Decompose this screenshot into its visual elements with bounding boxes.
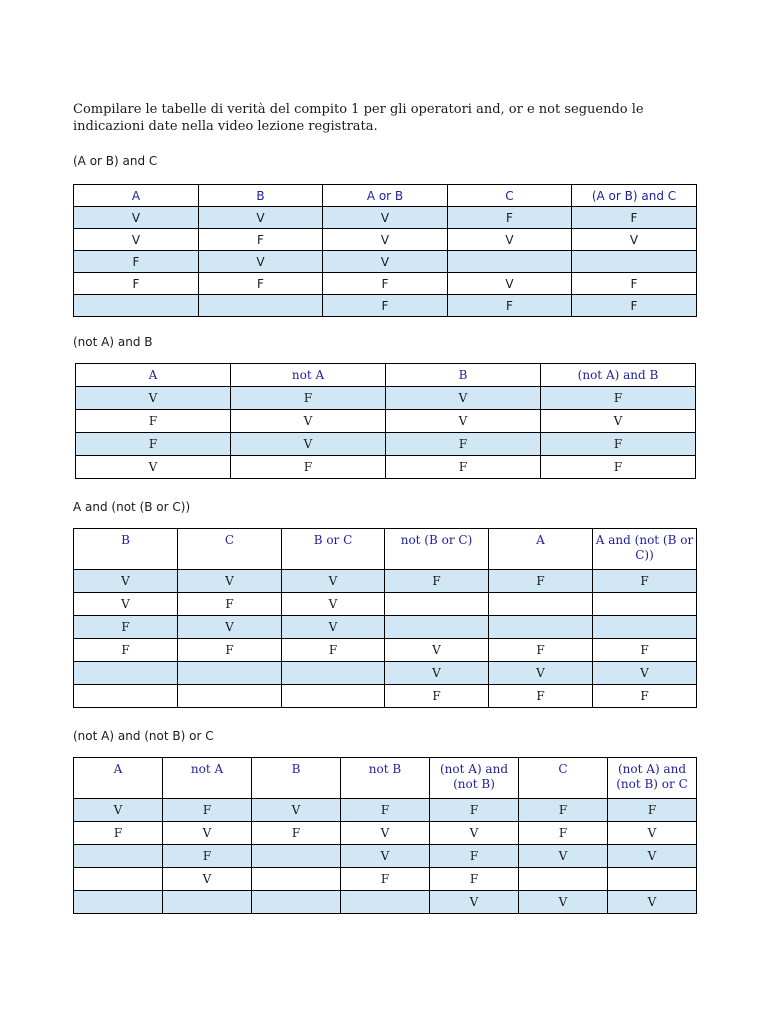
- table-cell: [608, 868, 697, 891]
- header-cell: A: [74, 185, 199, 207]
- table-cell: V: [430, 822, 519, 845]
- table-cell: [593, 616, 697, 639]
- table-row: [76, 387, 696, 410]
- header-cell: C: [448, 185, 572, 207]
- table-cell: F: [519, 799, 608, 822]
- header-cell: C: [178, 529, 282, 570]
- table-row: [74, 251, 697, 273]
- table-row: [74, 799, 697, 822]
- table-cell: F: [74, 616, 178, 639]
- header-cell: A and (not (B or C)): [593, 529, 697, 570]
- header-cell: B: [199, 185, 323, 207]
- table-cell: F: [448, 295, 572, 317]
- table-cell: F: [489, 639, 593, 662]
- header-cell: (not A) and (not B) or C: [608, 758, 697, 799]
- table-header-row: [76, 364, 696, 387]
- table-cell: V: [282, 616, 385, 639]
- header-cell: A: [74, 758, 163, 799]
- table-cell: F: [608, 799, 697, 822]
- table-row: [74, 207, 697, 229]
- table-cell: V: [341, 845, 430, 868]
- table-cell: F: [178, 639, 282, 662]
- table-cell: V: [163, 822, 252, 845]
- table-cell: V: [519, 891, 608, 914]
- table-cell: F: [430, 868, 519, 891]
- header-cell: A: [76, 364, 231, 387]
- table-row: [74, 822, 697, 845]
- table-cell: F: [430, 845, 519, 868]
- table-cell: F: [199, 273, 323, 295]
- table-cell: [199, 295, 323, 317]
- table-cell: [74, 868, 163, 891]
- table-cell: V: [178, 570, 282, 593]
- table-cell: V: [282, 570, 385, 593]
- table-cell: F: [385, 570, 489, 593]
- header-cell: B: [386, 364, 541, 387]
- document-page: [73, 101, 696, 909]
- table-cell: V: [74, 229, 199, 251]
- table-cell: [74, 662, 178, 685]
- table-cell: V: [448, 273, 572, 295]
- table-cell: [489, 593, 593, 616]
- truth-table-3: [73, 528, 697, 708]
- table-cell: V: [199, 207, 323, 229]
- table-cell: [74, 295, 199, 317]
- table-cell: F: [489, 570, 593, 593]
- table-cell: V: [385, 662, 489, 685]
- table-cell: V: [163, 868, 252, 891]
- table-cell: F: [74, 822, 163, 845]
- table-row: [74, 891, 697, 914]
- table-header-row: [74, 185, 697, 207]
- table-cell: V: [323, 251, 448, 273]
- table-row: [74, 229, 697, 251]
- header-cell: B or C: [282, 529, 385, 570]
- table-cell: V: [386, 410, 541, 433]
- table-cell: V: [323, 229, 448, 251]
- table-cell: V: [489, 662, 593, 685]
- table-cell: F: [572, 273, 697, 295]
- table-cell: V: [74, 207, 199, 229]
- table-row: [74, 662, 697, 685]
- header-cell: B: [74, 529, 178, 570]
- table-cell: F: [385, 685, 489, 708]
- table-cell: [593, 593, 697, 616]
- table-cell: [572, 251, 697, 273]
- table-cell: F: [541, 456, 696, 479]
- table-cell: F: [163, 799, 252, 822]
- header-cell: A or B: [323, 185, 448, 207]
- table-cell: [341, 891, 430, 914]
- table-cell: F: [76, 410, 231, 433]
- header-cell: (not A) and (not B): [430, 758, 519, 799]
- table-cell: F: [323, 295, 448, 317]
- table-cell: [448, 251, 572, 273]
- table-cell: V: [323, 207, 448, 229]
- table-cell: [252, 891, 341, 914]
- truth-table-2: [75, 363, 696, 479]
- intro-paragraph: Compilare le tabelle di verità del compito 1 per gli operatori and, or e not seguendo le indicazioni date nella video lezione registrata.: [73, 102, 644, 134]
- table-row: [74, 845, 697, 868]
- table-cell: [385, 593, 489, 616]
- table-cell: F: [541, 387, 696, 410]
- table-cell: V: [572, 229, 697, 251]
- table-cell: F: [593, 570, 697, 593]
- table-cell: V: [74, 570, 178, 593]
- table-row: [74, 639, 697, 662]
- table-cell: V: [608, 891, 697, 914]
- table-cell: F: [541, 433, 696, 456]
- table-cell: F: [163, 845, 252, 868]
- table-cell: V: [386, 387, 541, 410]
- table-row: [76, 456, 696, 479]
- table-row: [74, 273, 697, 295]
- table-cell: F: [430, 799, 519, 822]
- table-cell: F: [74, 251, 199, 273]
- table-cell: V: [74, 593, 178, 616]
- table-cell: V: [430, 891, 519, 914]
- table-cell: F: [593, 639, 697, 662]
- table-cell: V: [231, 410, 386, 433]
- table-row: [76, 433, 696, 456]
- table-row: [74, 593, 697, 616]
- table-cell: F: [386, 456, 541, 479]
- table-cell: V: [252, 799, 341, 822]
- table-cell: [252, 868, 341, 891]
- table-cell: F: [341, 868, 430, 891]
- table-row: [76, 410, 696, 433]
- table-cell: F: [448, 207, 572, 229]
- table-cell: F: [572, 295, 697, 317]
- table-cell: [178, 685, 282, 708]
- table-cell: [74, 685, 178, 708]
- header-cell: (A or B) and C: [572, 185, 697, 207]
- table-cell: [74, 845, 163, 868]
- truth-table-4: [73, 757, 697, 914]
- table-cell: F: [74, 639, 178, 662]
- table-cell: V: [231, 433, 386, 456]
- table-cell: [178, 662, 282, 685]
- table-cell: F: [76, 433, 231, 456]
- header-cell: not (B or C): [385, 529, 489, 570]
- table-row: [74, 295, 697, 317]
- table-cell: F: [519, 822, 608, 845]
- table-cell: [282, 662, 385, 685]
- table-cell: [163, 891, 252, 914]
- table-cell: F: [572, 207, 697, 229]
- table-cell: V: [608, 822, 697, 845]
- table-cell: F: [74, 273, 199, 295]
- table-row: [74, 685, 697, 708]
- table-row: [74, 616, 697, 639]
- table-cell: V: [608, 845, 697, 868]
- table-cell: [489, 616, 593, 639]
- table-cell: [252, 845, 341, 868]
- heading-table-4: (not A) and (not B) or C: [73, 729, 214, 743]
- header-cell: B: [252, 758, 341, 799]
- table-cell: F: [323, 273, 448, 295]
- table-cell: V: [385, 639, 489, 662]
- table-cell: V: [76, 456, 231, 479]
- table-cell: F: [489, 685, 593, 708]
- table-cell: [282, 685, 385, 708]
- header-cell: C: [519, 758, 608, 799]
- table-cell: F: [593, 685, 697, 708]
- heading-table-2: (not A) and B: [73, 335, 153, 349]
- table-cell: F: [178, 593, 282, 616]
- table-cell: [74, 891, 163, 914]
- table-cell: V: [448, 229, 572, 251]
- table-cell: F: [386, 433, 541, 456]
- table-cell: V: [74, 799, 163, 822]
- table-cell: F: [199, 229, 323, 251]
- truth-table-1: [73, 184, 697, 317]
- table-cell: V: [282, 593, 385, 616]
- table-cell: V: [541, 410, 696, 433]
- table-header-row: [74, 758, 697, 799]
- header-cell: not B: [341, 758, 430, 799]
- table-cell: V: [341, 822, 430, 845]
- table-cell: F: [231, 456, 386, 479]
- table-cell: F: [231, 387, 386, 410]
- table-cell: V: [593, 662, 697, 685]
- table-cell: [519, 868, 608, 891]
- table-cell: V: [519, 845, 608, 868]
- header-cell: not A: [163, 758, 252, 799]
- table-cell: V: [178, 616, 282, 639]
- table-cell: [385, 616, 489, 639]
- header-cell: A: [489, 529, 593, 570]
- table-cell: V: [76, 387, 231, 410]
- header-cell: (not A) and B: [541, 364, 696, 387]
- header-cell: not A: [231, 364, 386, 387]
- heading-table-3: A and (not (B or C)): [73, 500, 191, 514]
- table-row: [74, 570, 697, 593]
- heading-table-1: (A or B) and C: [73, 154, 158, 168]
- table-row: [74, 868, 697, 891]
- table-header-row: [74, 529, 697, 570]
- table-cell: F: [252, 822, 341, 845]
- table-cell: F: [282, 639, 385, 662]
- table-cell: V: [199, 251, 323, 273]
- table-cell: F: [341, 799, 430, 822]
